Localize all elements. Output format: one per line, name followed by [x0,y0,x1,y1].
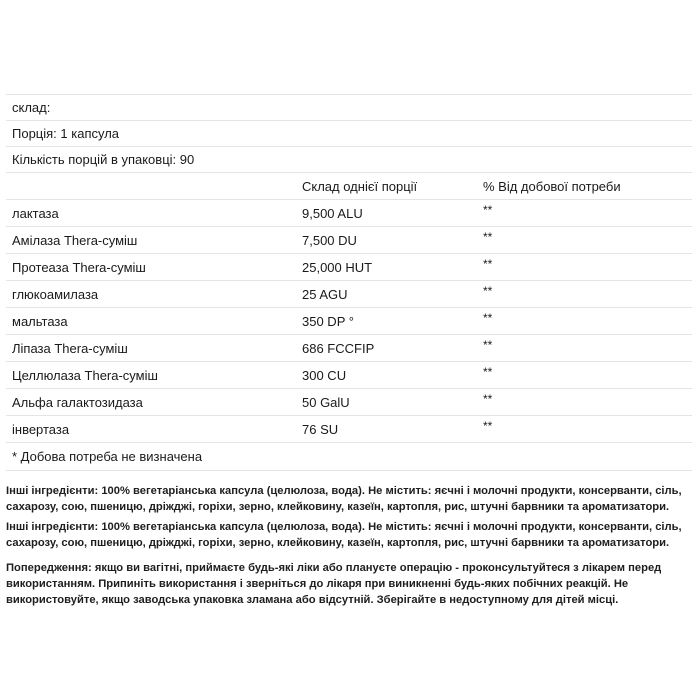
servings-per-container-row [6,147,692,173]
daily-value-footnote: * Добова потреба не визначена [12,449,203,464]
ingredient-row [6,389,692,416]
supplement-facts-table [6,94,692,471]
ingredient-name: інвертаза [12,422,70,437]
ingredient-amount: 686 FCCFIP [302,341,375,356]
ingredient-row [6,362,692,389]
ingredient-dv: ** [483,284,493,298]
ingredient-dv: ** [483,392,493,406]
serving-size: Порція: 1 капсула [12,126,120,141]
ingredient-row [6,254,692,281]
warning-text: Попередження: якщо ви вагітні, приймаєте будь-які ліки або плануєте операцію - проконсультуйтеся з лікарем перед використанням. Припиніть використання і зверніться до лікаря при виникненні будь-яких побічних реакцій. Не використовуйте, якщо заводська упаковка зламана або відсутній. Зберігайте в недоступному для дітей місці. [6,562,662,606]
ingredient-dv: ** [483,203,493,217]
ingredient-name: глюкоамилаза [12,287,99,302]
ingredient-amount: 350 DP ° [302,314,354,329]
ingredient-name: Целлюлаза Thera-суміш [12,368,158,383]
ingredient-amount: 25,000 HUT [302,260,373,275]
ingredient-amount: 7,500 DU [302,233,357,248]
ingredient-name: лактаза [12,206,59,221]
other-ingredients-text: Інші інгредієнти: 100% вегетаріанська капсула (целюлоза, вода). Не містить: яєчні і молочні продукти, консерванти, сіль, сахарозу, сою, пшеницю, дріжджі, горіхи, зерно, клейковину, казеїн, картопля, рис, штучні барвники та ароматизатори. [6,521,682,549]
footnote-row [6,443,692,471]
ingredient-name: Ліпаза Thera-суміш [12,341,128,356]
facts-title-row [6,95,692,121]
ingredient-name: Альфа галактозидаза [12,395,143,410]
ingredient-row [6,308,692,335]
ingredient-row [6,227,692,254]
ingredient-dv: ** [483,419,493,433]
ingredient-row [6,416,692,443]
column-header-amount: Склад однієї порції [302,179,418,194]
column-header-row [6,173,692,200]
ingredient-dv: ** [483,230,493,244]
ingredient-row [6,200,692,227]
ingredient-amount: 9,500 ALU [302,206,363,221]
ingredient-name: мальтаза [12,314,68,329]
ingredient-row [6,281,692,308]
column-header-dv: % Від добової потреби [483,179,621,194]
ingredient-amount: 50 GalU [302,395,350,410]
ingredient-amount: 300 CU [302,368,347,383]
ingredient-name: Протеаза Thera-суміш [12,260,146,275]
ingredient-dv: ** [483,257,493,271]
ingredient-amount: 76 SU [302,422,339,437]
servings-per-container: Кількість порцій в упаковці: 90 [12,152,195,167]
ingredient-name: Амілаза Thera-суміш [12,233,138,248]
serving-size-row [6,121,692,147]
facts-title: склад: [12,100,51,115]
ingredient-row [6,335,692,362]
ingredient-dv: ** [483,311,493,325]
other-ingredients-text: Інші інгредієнти: 100% вегетаріанська капсула (целюлоза, вода). Не містить: яєчні і молочні продукти, консерванти, сіль, сахарозу, сою, пшеницю, дріжджі, горіхи, зерно, клейковину, казеїн, картопля, рис, штучні барвники та ароматизатори. [6,485,682,513]
ingredient-amount: 25 AGU [302,287,348,302]
ingredient-dv: ** [483,338,493,352]
ingredient-dv: ** [483,365,493,379]
